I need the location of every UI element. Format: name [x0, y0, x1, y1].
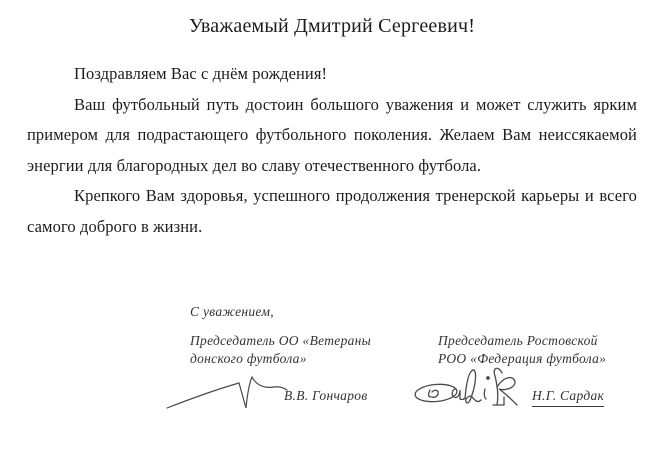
signatory-left-org-line2: донского футбола»	[190, 351, 307, 366]
paragraph-wishes: Крепкого Вам здоровья, успешного продолжения тренерской карьеры и всего самого доброго в жизни.	[27, 186, 637, 236]
signature-scribble-right	[408, 358, 533, 416]
signatory-left-org	[190, 332, 371, 368]
signatory-right-org-line1: Председатель Ростовской	[438, 333, 598, 348]
signatory-right-name: Н.Г. Сардак	[532, 387, 604, 407]
paragraph-main: Ваш футбольный путь достоин большого уважения и может служить ярким примером для подрастающего футбольного поколения. Желаем Вам неиссякаемой энергии для благородных дел во славу отечественного футбола.	[27, 94, 637, 175]
signatory-left-org-line1: Председатель ОО «Ветераны	[190, 333, 372, 348]
paragraph-greeting: Поздравляем Вас с днём рождения!	[74, 64, 328, 83]
closing-salutation: С уважением,	[190, 304, 274, 319]
signature-scribble-left	[163, 368, 298, 413]
letter-body	[27, 59, 637, 242]
letter-title: Уважаемый Дмитрий Сергеевич!	[188, 15, 476, 37]
signatory-left-name: В.В. Гончаров	[284, 388, 368, 403]
signatory-right-org-line2: РОО «Федерация футбола»	[438, 351, 607, 366]
